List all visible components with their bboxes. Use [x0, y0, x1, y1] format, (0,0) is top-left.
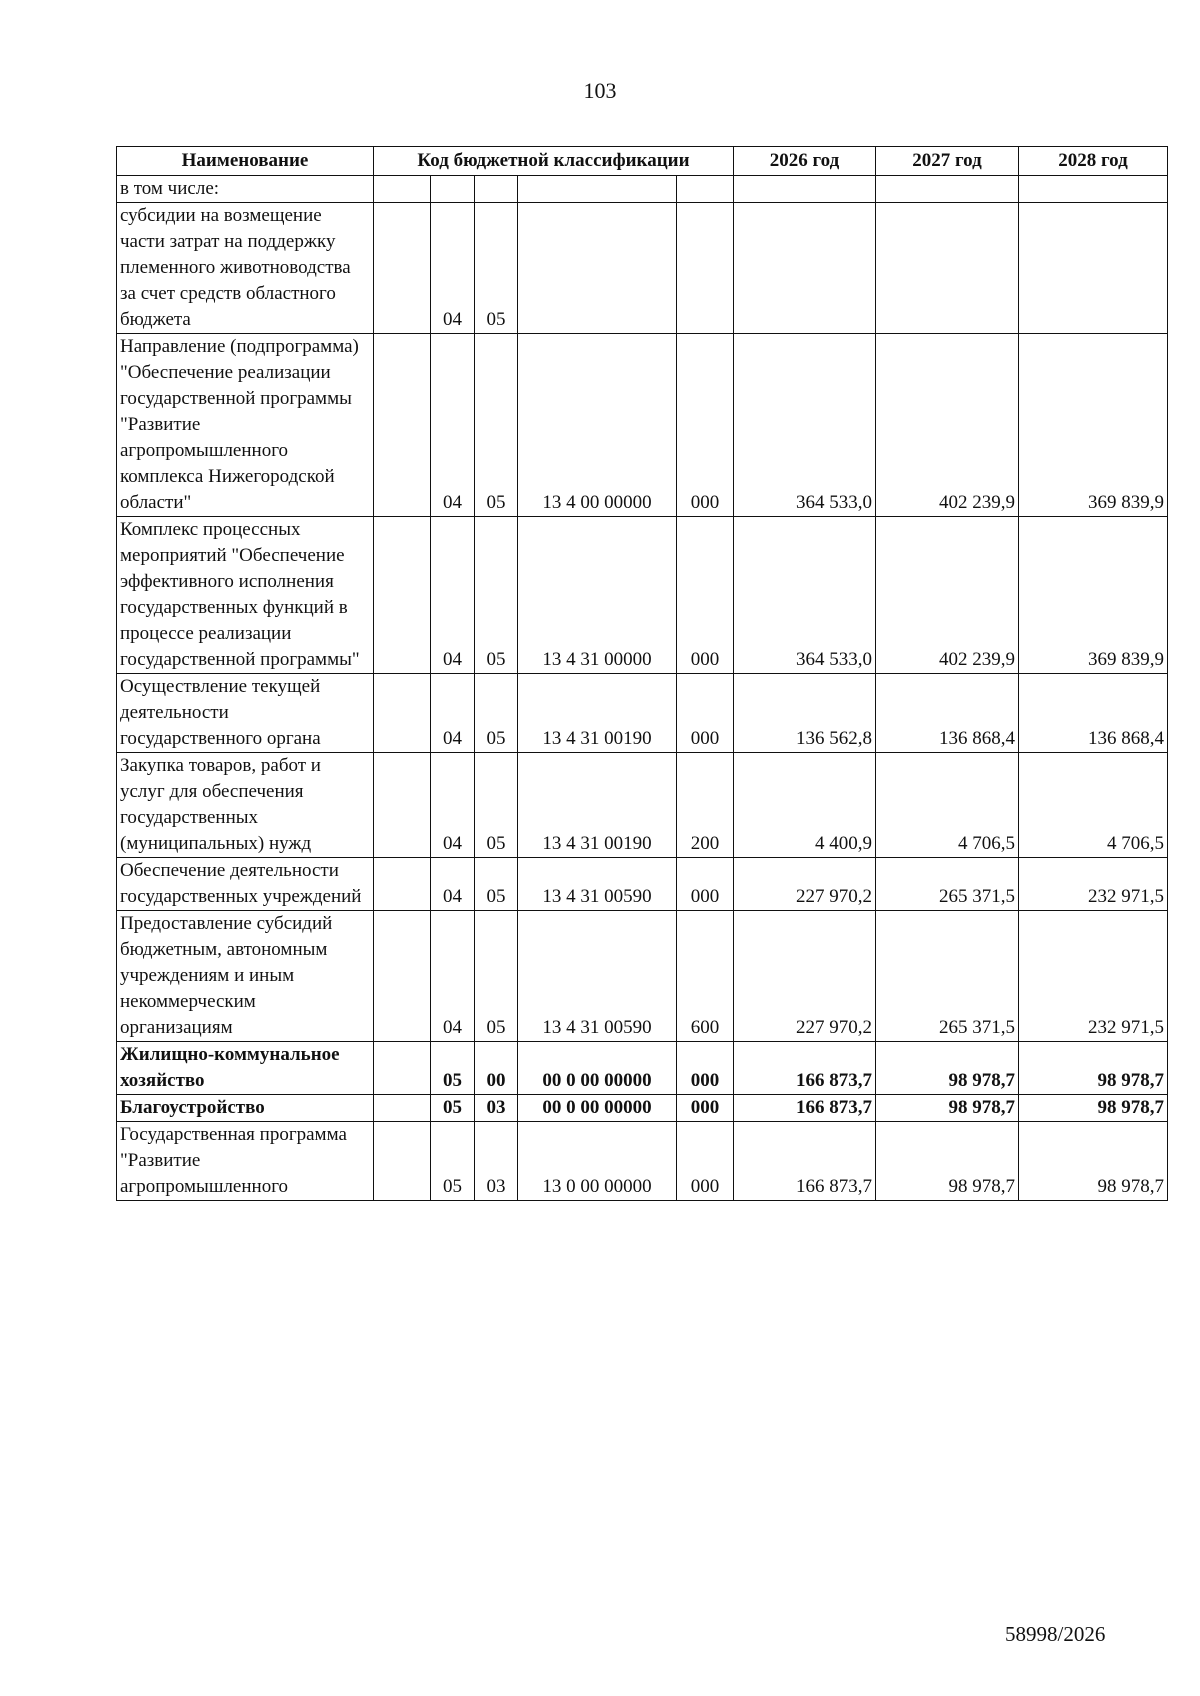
- row-ministry: [374, 334, 431, 517]
- row-ministry: [374, 674, 431, 753]
- table-row: [117, 203, 1168, 334]
- row-name: Предоставление субсидий бюджетным, автономным учреждениям и иным некоммерческим организациям: [117, 911, 374, 1042]
- table-row: [117, 1122, 1168, 1201]
- row-section: 04: [431, 674, 475, 753]
- row-subsection: [475, 176, 518, 203]
- document-id: 58998/2026: [1005, 1622, 1106, 1646]
- table-header-row: [117, 147, 1168, 176]
- row-ministry: [374, 911, 431, 1042]
- row-2026: 364 533,0: [734, 334, 876, 517]
- table-row: [117, 517, 1168, 674]
- row-2028: 4 706,5: [1019, 753, 1168, 858]
- row-type: [677, 203, 734, 334]
- row-section: 04: [431, 203, 475, 334]
- row-2027: [876, 203, 1019, 334]
- row-subsection: 03: [475, 1095, 518, 1122]
- row-name: субсидии на возмещение части затрат на поддержку племенного животноводства за счет средств областного бюджета: [117, 203, 374, 334]
- row-2028: 369 839,9: [1019, 334, 1168, 517]
- row-target: 00 0 00 00000: [518, 1042, 677, 1095]
- table-row: [117, 753, 1168, 858]
- table-row: [117, 176, 1168, 203]
- row-2028: 232 971,5: [1019, 858, 1168, 911]
- row-ministry: [374, 517, 431, 674]
- row-section: 05: [431, 1122, 475, 1201]
- row-2026: [734, 203, 876, 334]
- table-row: [117, 911, 1168, 1042]
- row-ministry: [374, 203, 431, 334]
- row-2026: 227 970,2: [734, 858, 876, 911]
- row-2026: 136 562,8: [734, 674, 876, 753]
- row-ministry: [374, 176, 431, 203]
- row-type: 000: [677, 1095, 734, 1122]
- row-ministry: [374, 1095, 431, 1122]
- row-type: 000: [677, 858, 734, 911]
- table-row: [117, 1042, 1168, 1095]
- row-subsection: 03: [475, 1122, 518, 1201]
- row-type: 000: [677, 674, 734, 753]
- row-2026: 364 533,0: [734, 517, 876, 674]
- row-section: 04: [431, 334, 475, 517]
- row-section: 04: [431, 858, 475, 911]
- row-name: Жилищно-коммунальное хозяйство: [117, 1042, 374, 1095]
- row-2026: 166 873,7: [734, 1095, 876, 1122]
- header-code: Код бюджетной классификации: [374, 147, 734, 176]
- row-subsection: 05: [475, 674, 518, 753]
- row-2028: 98 978,7: [1019, 1095, 1168, 1122]
- row-ministry: [374, 1042, 431, 1095]
- row-subsection: 05: [475, 753, 518, 858]
- row-subsection: 05: [475, 203, 518, 334]
- row-section: 04: [431, 517, 475, 674]
- row-ministry: [374, 1122, 431, 1201]
- row-2026: 166 873,7: [734, 1042, 876, 1095]
- row-2028: 232 971,5: [1019, 911, 1168, 1042]
- row-type: 000: [677, 1122, 734, 1201]
- row-2026: 227 970,2: [734, 911, 876, 1042]
- row-subsection: 05: [475, 334, 518, 517]
- row-2028: 98 978,7: [1019, 1122, 1168, 1201]
- table-row: [117, 858, 1168, 911]
- row-subsection: 05: [475, 911, 518, 1042]
- row-2026: [734, 176, 876, 203]
- header-name: Наименование: [117, 147, 374, 176]
- row-subsection: 00: [475, 1042, 518, 1095]
- row-target: 13 0 00 00000: [518, 1122, 677, 1201]
- row-type: 000: [677, 1042, 734, 1095]
- row-name: Благоустройство: [117, 1095, 374, 1122]
- table-row: [117, 334, 1168, 517]
- row-2027: 136 868,4: [876, 674, 1019, 753]
- row-2028: 98 978,7: [1019, 1042, 1168, 1095]
- row-section: 04: [431, 911, 475, 1042]
- table-row: [117, 1095, 1168, 1122]
- row-target: 13 4 00 00000: [518, 334, 677, 517]
- row-name: Осуществление текущей деятельности государственного органа: [117, 674, 374, 753]
- row-target: [518, 176, 677, 203]
- row-2026: 4 400,9: [734, 753, 876, 858]
- table-row: [117, 674, 1168, 753]
- row-subsection: 05: [475, 858, 518, 911]
- row-type: [677, 176, 734, 203]
- row-name: Обеспечение деятельности государственных учреждений: [117, 858, 374, 911]
- row-ministry: [374, 858, 431, 911]
- row-2027: 402 239,9: [876, 517, 1019, 674]
- header-2027: 2027 год: [876, 147, 1019, 176]
- page-number: 103: [583, 78, 617, 103]
- row-2028: 369 839,9: [1019, 517, 1168, 674]
- row-type: 000: [677, 334, 734, 517]
- row-section: 04: [431, 753, 475, 858]
- row-2028: [1019, 176, 1168, 203]
- row-2027: 98 978,7: [876, 1122, 1019, 1201]
- row-type: 600: [677, 911, 734, 1042]
- row-name: в том числе:: [117, 176, 374, 203]
- header-2028: 2028 год: [1019, 147, 1168, 176]
- row-name: Комплекс процессных мероприятий "Обеспечение эффективного исполнения государственных функций в процессе реализации государственной программы": [117, 517, 374, 674]
- row-subsection: 05: [475, 517, 518, 674]
- row-2028: 136 868,4: [1019, 674, 1168, 753]
- row-2028: [1019, 203, 1168, 334]
- row-target: 13 4 31 00190: [518, 753, 677, 858]
- row-2027: 265 371,5: [876, 858, 1019, 911]
- row-2026: 166 873,7: [734, 1122, 876, 1201]
- budget-table: [116, 146, 1168, 1201]
- row-2027: [876, 176, 1019, 203]
- row-name: Закупка товаров, работ и услуг для обеспечения государственных (муниципальных) нужд: [117, 753, 374, 858]
- row-section: 05: [431, 1095, 475, 1122]
- row-target: 00 0 00 00000: [518, 1095, 677, 1122]
- row-type: 000: [677, 517, 734, 674]
- row-2027: 402 239,9: [876, 334, 1019, 517]
- row-name: Направление (подпрограмма) "Обеспечение реализации государственной программы "Развитие агропромышленного комплекса Нижегородской области": [117, 334, 374, 517]
- row-type: 200: [677, 753, 734, 858]
- row-2027: 98 978,7: [876, 1042, 1019, 1095]
- row-target: 13 4 31 00000: [518, 517, 677, 674]
- row-2027: 98 978,7: [876, 1095, 1019, 1122]
- row-section: [431, 176, 475, 203]
- row-2027: 265 371,5: [876, 911, 1019, 1042]
- row-target: 13 4 31 00590: [518, 858, 677, 911]
- row-ministry: [374, 753, 431, 858]
- row-target: 13 4 31 00190: [518, 674, 677, 753]
- row-2027: 4 706,5: [876, 753, 1019, 858]
- row-target: [518, 203, 677, 334]
- row-name: Государственная программа "Развитие агропромышленного: [117, 1122, 374, 1201]
- row-target: 13 4 31 00590: [518, 911, 677, 1042]
- header-2026: 2026 год: [734, 147, 876, 176]
- row-section: 05: [431, 1042, 475, 1095]
